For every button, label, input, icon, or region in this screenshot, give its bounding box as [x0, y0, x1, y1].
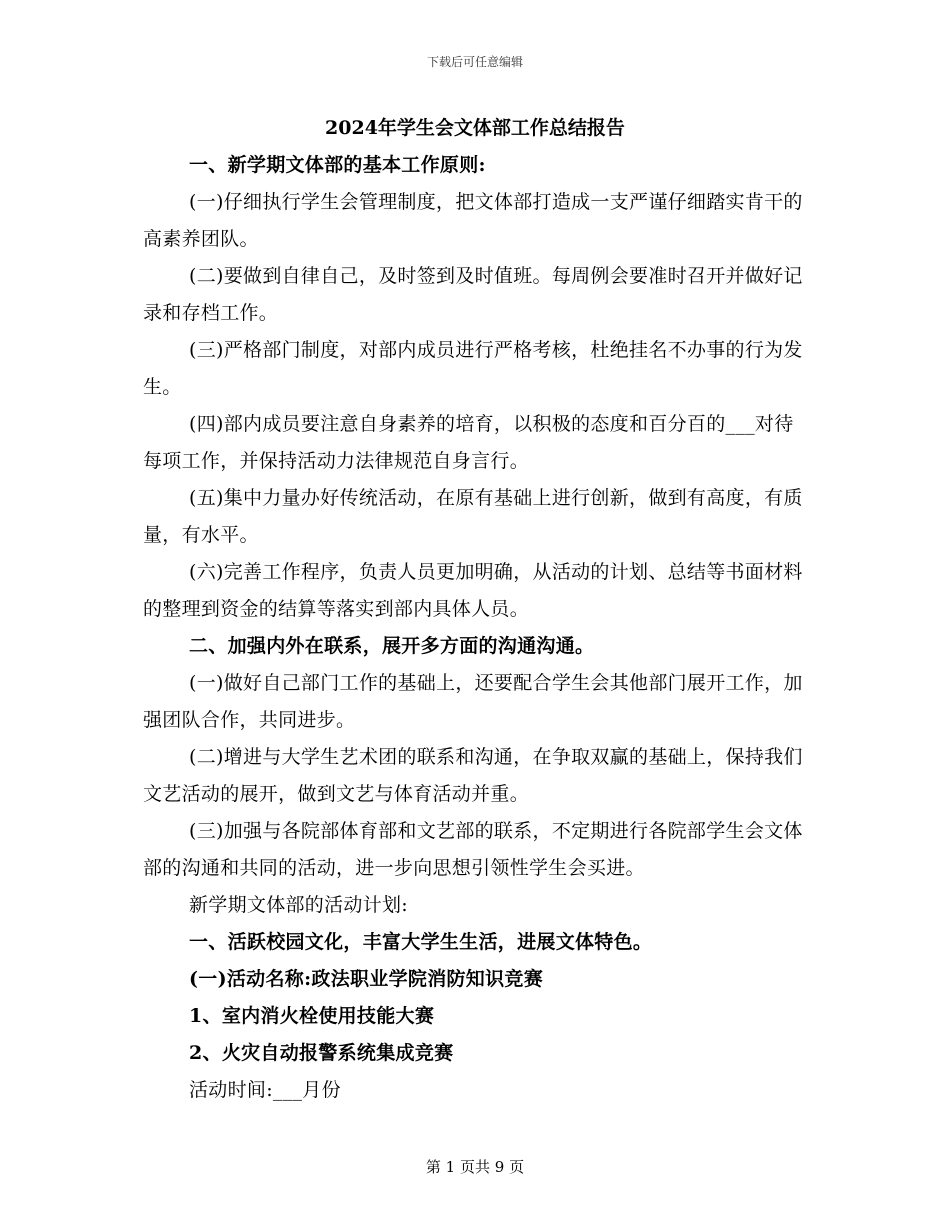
- paragraph: (一)做好自己部门工作的基础上，还要配合学生会其他部门展开工作，加强团队合作，共同进步。: [143, 672, 803, 731]
- paragraph: (一)仔细执行学生会管理制度，把文体部打造成一支严谨仔细踏实肯干的高素养团队。: [143, 191, 803, 250]
- section-heading-communication: 二、加强内外在联系，展开多方面的沟通沟通。: [189, 635, 595, 657]
- document-body: [143, 147, 803, 1109]
- document-title: 2024年学生会文体部工作总结报告: [325, 117, 625, 139]
- paragraph: (二)增进与大学生艺术团的联系和沟通，在争取双赢的基础上，保持我们文艺活动的展开，做到文艺与体育活动并重。: [143, 746, 803, 805]
- paragraph: (二)要做到自律自己，及时签到及时值班。每周例会要准时召开并做好记录和存档工作。: [143, 265, 803, 324]
- section-heading-activities: 一、活跃校园文化，丰富大学生生活，进展文体特色。: [189, 931, 653, 953]
- activity-name: (一)活动名称:政法职业学院消防知识竞赛: [189, 968, 543, 990]
- page-footer: 第 1 页共 9 页: [425, 1158, 525, 1176]
- paragraph: (三)严格部门制度，对部内成员进行严格考核，杜绝挂名不办事的行为发生。: [143, 339, 803, 398]
- activity-time: 活动时间:___月份: [189, 1079, 341, 1101]
- paragraph: (四)部内成员要注意自身素养的培育，以积极的态度和百分百的___对待每项工作，并保持活动力法律规范自身言行。: [143, 413, 794, 472]
- section-heading-principles: 一、新学期文体部的基本工作原则:: [189, 154, 486, 176]
- paragraph: 新学期文体部的活动计划:: [189, 894, 409, 916]
- page-header: 下载后可任意编辑: [426, 55, 523, 69]
- paragraph: (六)完善工作程序，负责人员更加明确，从活动的计划、总结等书面材料的整理到资金的结算等落实到部内具体人员。: [143, 561, 803, 620]
- activity-item: 2、火灾自动报警系统集成竞赛: [189, 1042, 454, 1064]
- activity-item: 1、室内消火栓使用技能大赛: [189, 1005, 435, 1027]
- paragraph: (三)加强与各院部体育部和文艺部的联系，不定期进行各院部学生会文体部的沟通和共同的活动，进一步向思想引领性学生会买进。: [143, 820, 803, 879]
- paragraph: (五)集中力量办好传统活动，在原有基础上进行创新，做到有高度，有质量，有水平。: [143, 487, 803, 546]
